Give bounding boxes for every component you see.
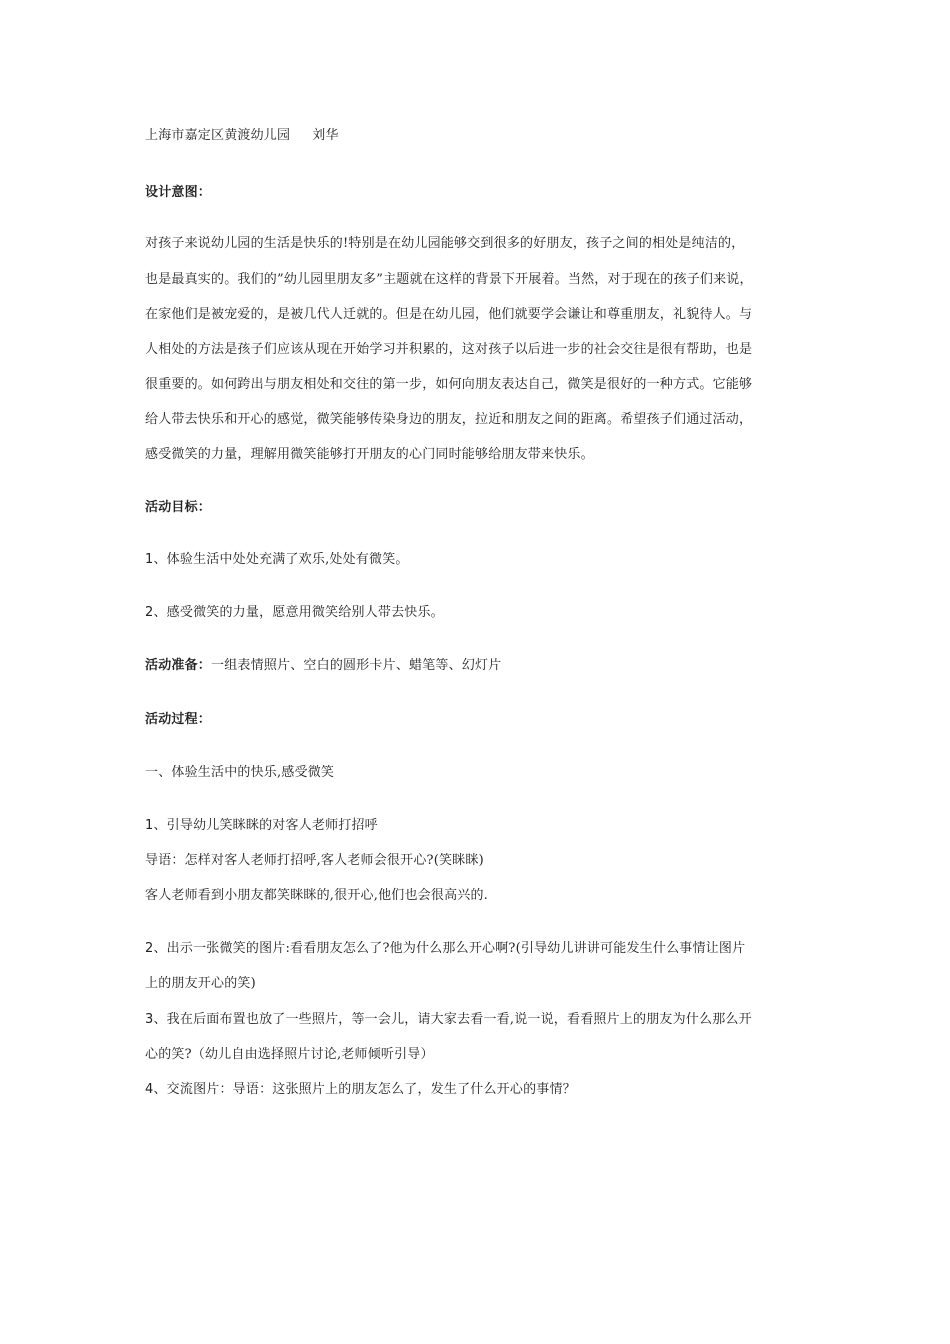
design-intent-line: 在家他们是被宠爱的，是被几代人迁就的。但是在幼儿园，他们就要学会谦让和尊重朋友，礼貌待人。与 [145,307,753,322]
section-title: 一、体验生活中的快乐,感受微笑 [145,765,335,780]
step-continuation: 心的笑?（幼儿自由选择照片讨论,老师倾听引导） [145,1047,434,1062]
header-line [145,127,339,145]
step-item [145,817,378,835]
design-intent-heading: 设计意图： [145,185,212,200]
prep-line [145,657,501,675]
prep-text: 一组表情照片、空白的圆形卡片、蜡笔等、幻灯片 [211,658,502,673]
design-intent-line: 给人带去快乐和开心的感觉，微笑能够传染身边的朋友，拉近和朋友之间的距离。希望孩子们通过活动， [145,412,753,427]
step-item [145,1011,752,1029]
author-name: 刘华 [312,128,339,143]
step-item [145,1081,576,1099]
step-item [145,940,745,958]
step-text: 出示一张微笑的图片:看看朋友怎么了?他为什么那么开心啊?(引导幼儿讲讲可能发生什么事情让图片 [166,941,746,956]
school-name: 上海市嘉定区黄渡幼儿园 [145,128,291,143]
step-continuation: 上的朋友开心的笑) [145,976,256,991]
prep-heading: 活动准备： [145,658,212,673]
design-intent-line: 也是最真实的。我们的”幼儿园里朋友多”主题就在这样的背景下开展着。当然，对于现在的孩子们来说， [145,272,753,287]
step-number: 3、 [145,1012,167,1027]
design-intent-line: 对孩子来说幼儿园的生活是快乐的!特别是在幼儿园能够交到很多的好朋友，孩子之间的相处是纯洁的， [145,236,745,251]
step-number: 4、 [145,1082,167,1097]
goal-text: 体验生活中处处充满了欢乐,处处有微笑。 [166,552,409,567]
goal-item [145,551,409,569]
goals-heading: 活动目标： [145,500,212,515]
goal-number: 2、 [145,605,167,620]
design-intent-line: 人相处的方法是孩子们应该从现在开始学习并积累的，这对孩子以后进一步的社会交往是很有帮助，也是 [145,342,753,357]
step-text: 引导幼儿笑眯眯的对客人老师打招呼 [166,818,378,833]
design-intent-line: 很重要的。如何跨出与朋友相处和交往的第一步，如何向朋友表达自己，微笑是很好的一种方式。它能够 [145,377,753,392]
guide-text: 导语：怎样对客人老师打招呼,客人老师会很开心?(笑眯眯) [145,853,484,868]
process-heading: 活动过程： [145,712,212,727]
step-text: 交流图片：导语：这张照片上的朋友怎么了，发生了什么开心的事情？ [166,1082,576,1097]
goal-text: 感受微笑的力量，愿意用微笑给别人带去快乐。 [166,605,444,620]
note-text: 客人老师看到小朋友都笑眯眯的,很开心,他们也会很高兴的. [145,888,488,903]
step-text: 我在后面布置也放了一些照片，等一会儿，请大家去看一看,说一说，看看照片上的朋友为什么那么开 [166,1012,752,1027]
goal-item [145,604,444,622]
design-intent-line: 感受微笑的力量，理解用微笑能够打开朋友的心门同时能够给朋友带来快乐。 [145,447,594,462]
step-number: 2、 [145,941,167,956]
goal-number: 1、 [145,552,167,567]
step-number: 1、 [145,818,167,833]
